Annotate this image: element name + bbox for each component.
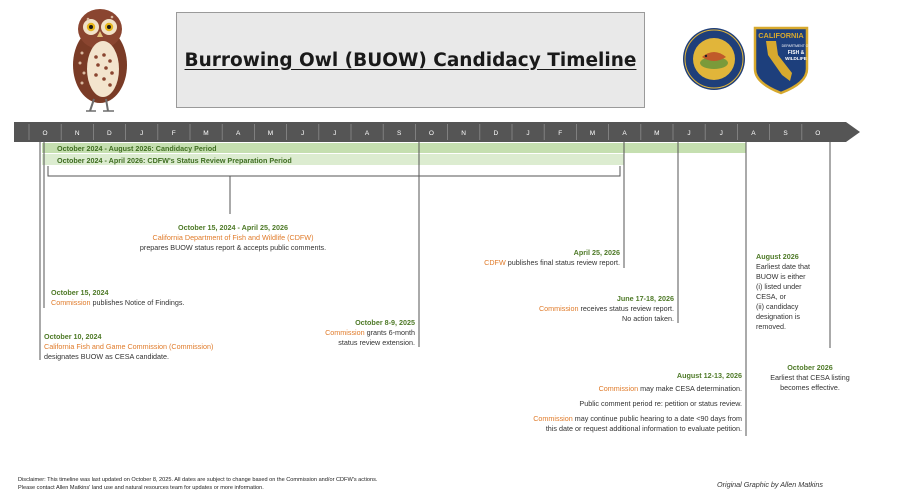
event-org: California Department of Fish and Wildlife (CDFW) [152,233,314,242]
event-description: prepares BUOW status report & accepts public comments. [139,243,327,252]
month-label: M [654,130,660,137]
month-label: S [397,130,402,137]
event-line: (ii) candidacy [756,302,799,311]
event-description: grants 6-month [364,328,415,337]
event-date: June 17-18, 2026 [616,294,674,303]
month-label: O [42,130,48,137]
event-line: Earliest that CESA listing [770,373,850,382]
month-label: M [203,130,209,137]
event-line: designation is [756,312,800,321]
cdfw-logo-text-2: DEPARTMENT OF [781,44,810,48]
event-date: October 10, 2024 [44,332,102,341]
event-description-2: status review extension. [338,338,415,347]
month-label: S [783,130,788,137]
cdfw-logo-text-1: CALIFORNIA [758,31,804,40]
event-oct15-2024 [51,288,251,308]
month-label: J [300,130,305,137]
event-description-3: may continue public hearing to a date <90 days from [572,414,742,423]
disclaimer-line-1: Disclaimer: This timeline was last updated on October 8, 2025. All dates are subject to change based on the Commission and/or CDFW's actions. [18,477,378,483]
event-org-2: Commission [533,414,573,423]
event-description: publishes Notice of Findings. [90,298,185,307]
month-label: A [622,130,627,137]
month-label: A [751,130,756,137]
month-label: A [236,130,241,137]
event-org: Commission [51,298,91,307]
event-date: October 2026 [787,363,833,372]
event-date: August 12-13, 2026 [676,371,742,380]
event-date: October 8-9, 2025 [355,318,415,327]
event-jun17-18-2026 [474,294,674,324]
event-oct-2026 [758,363,862,393]
event-description-2: Public comment period re: petition or status review. [579,399,742,408]
month-label: J [526,130,530,137]
review-prep-period-label: October 2024 - April 2026: CDFW's Status Review Preparation Period [57,156,292,165]
event-description-4: this date or request additional information to evaluate petition. [545,424,742,433]
event-description: may make CESA determination. [638,384,742,393]
disclaimer [18,476,377,492]
page-title: Burrowing Owl (BUOW) Candidacy Timeline [184,49,637,71]
disclaimer-line-2: Please contact Allen Matkins' land use and natural resources team for updates or more information. [18,485,264,491]
event-date: October 15, 2024 [51,288,109,297]
review-period-bracket [48,166,620,176]
month-label: J [687,130,691,137]
event-org: Commission [598,384,639,393]
event-org: California Fish and Game Commission (Commission) [44,342,214,351]
month-label: M [267,130,274,137]
event-org: CDFW [484,258,506,267]
month-label: J [719,130,723,137]
month-label: F [171,130,176,137]
event-date: April 25, 2026 [573,248,620,257]
event-description-2: No action taken. [622,314,674,323]
month-label: F [558,130,563,137]
event-description: receives status review report. [578,304,674,313]
month-label: N [74,130,80,137]
event-line: (i) listed under [756,282,802,291]
event-apr25-2026 [420,248,620,268]
event-description: publishes final status review report. [505,258,620,267]
event-oct15-2024-apr25-2026 [110,223,356,253]
event-line: becomes effective. [780,383,840,392]
event-aug12-13-2026 [462,371,742,434]
event-description: designates BUOW as CESA candidate. [44,352,170,361]
event-line: Earliest date that [756,262,810,271]
event-date: August 2026 [756,252,799,261]
event-org: Commission [538,304,579,313]
event-oct10-2024 [44,332,284,362]
month-label: J [333,130,337,137]
event-org: Commission [325,328,365,337]
event-line: removed. [756,322,786,331]
candidacy-period-label: October 2024 - August 2026: Candidacy Period [57,144,217,153]
event-aug-2026 [756,252,846,332]
month-label: O [428,130,434,137]
event-line: BUOW is either [756,272,806,281]
event-oct8-9-2025 [255,318,415,348]
month-label: N [461,130,466,137]
month-label: D [493,130,499,137]
month-label: D [107,130,112,137]
month-label: M [589,130,596,137]
cdfw-logo-text-3: FISH & [787,50,805,56]
month-label: O [815,130,821,137]
cdfw-logo-text-4: WILDLIFE [785,56,807,61]
graphic-credit: Original Graphic by Allen Matkins [717,480,823,489]
month-label: A [364,130,370,137]
month-label: J [139,130,144,137]
event-line: CESA, or [756,292,786,301]
event-date: October 15, 2024 - April 25, 2026 [178,223,288,232]
